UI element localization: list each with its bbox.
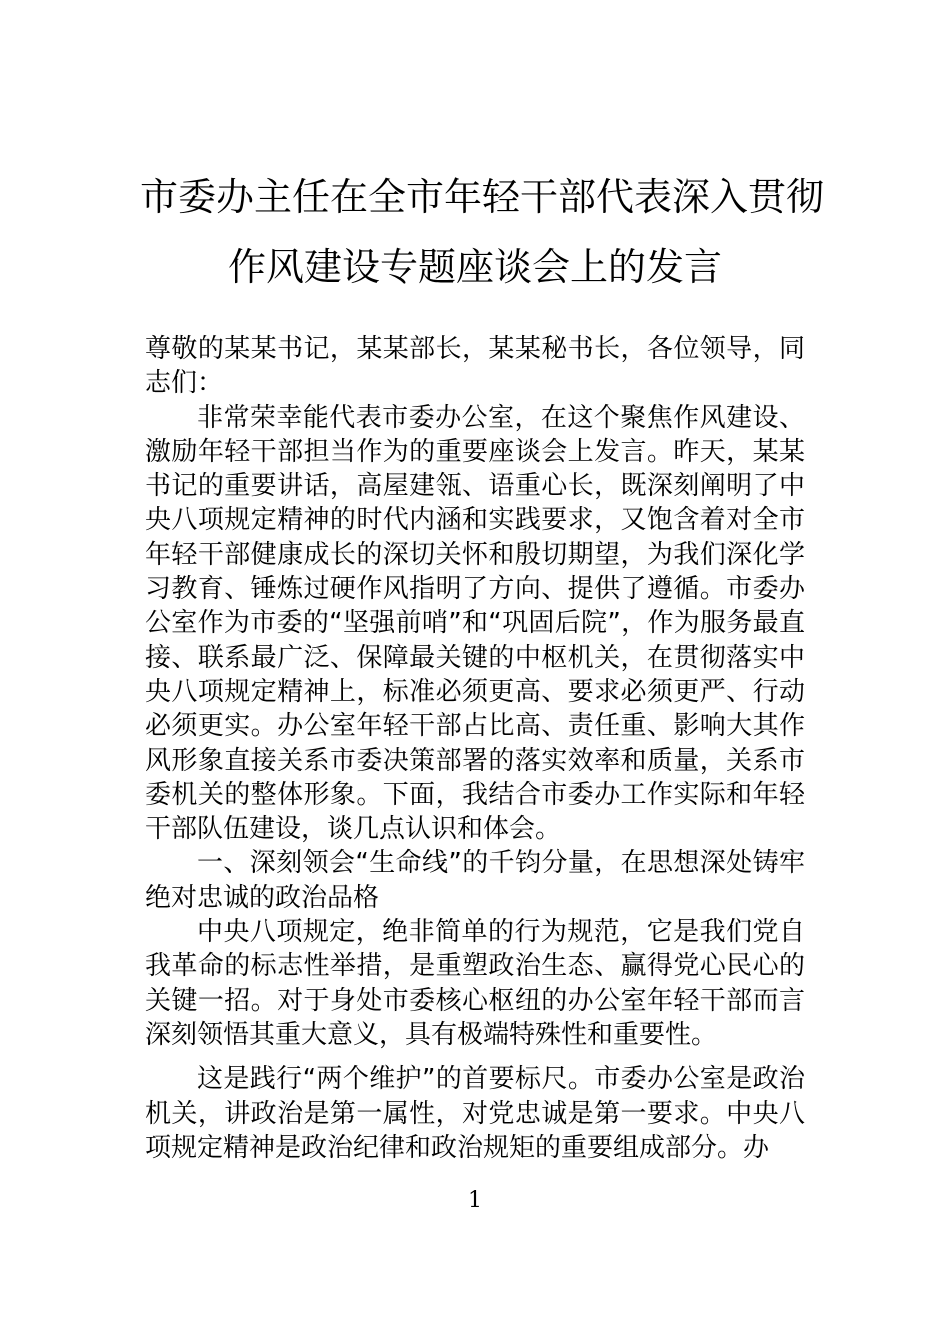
paragraph-two-safeguards: 这是践行“两个维护”的首要标尺。市委办公室是政治机关，讲政治是第一属性，对党忠诚是第一要求。中央八项规定精神是政治纪律和政治规矩的重要组成部分。办 [145, 1064, 805, 1163]
paragraph-section-1: 中央八项规定，绝非简单的行为规范，它是我们党自我革命的标志性举措，是重塑政治生态、赢得党心民心的关键一招。对于身处市委核心枢纽的办公室年轻干部而言深刻领悟其重大意义，具有极端特殊性和重要性。 [145, 917, 805, 1050]
document-body [145, 332, 805, 1165]
paragraph-intro: 非常荣幸能代表市委办公室，在这个聚焦作风建设、激励年轻干部担当作为的重要座谈会上发言。昨天，某某书记的重要讲话，高屋建瓴、语重心长，既深刻阐明了中央八项规定精神的时代内涵和实践要求，又饱含着对全市年轻干部健康成长的深切关怀和殷切期望，为我们深化学习教育、锤炼过硬作风指明了方向、提供了遵循。市委办公室作为市委的“坚强前哨”和“巩固后院”，作为服务最直接、联系最广泛、保障最关键的中枢机关，在贯彻落实中央八项规定精神上，标准必须更高、要求必须更严、行动必须更实。办公室年轻干部占比高、责任重、影响大其作风形象直接关系市委决策部署的落实效率和质量，关系市委机关的整体形象。下面，我结合市委办工作实际和年轻干部队伍建设，谈几点认识和体会。 [145, 402, 805, 845]
document-title-line-2: 作风建设专题座谈会上的发言 [227, 245, 722, 289]
salutation: 尊敬的某某书记，某某部长，某某秘书长，各位领导，同志们： [145, 334, 805, 399]
page-number: 1 [468, 1188, 482, 1213]
section-heading-1: 一、深刻领会“生命线”的千钧分量，在思想深处铸牢绝对忠诚的政治品格 [145, 848, 805, 913]
document-title-line-1: 市委办主任在全市年轻干部代表深入贯彻 [140, 175, 825, 219]
